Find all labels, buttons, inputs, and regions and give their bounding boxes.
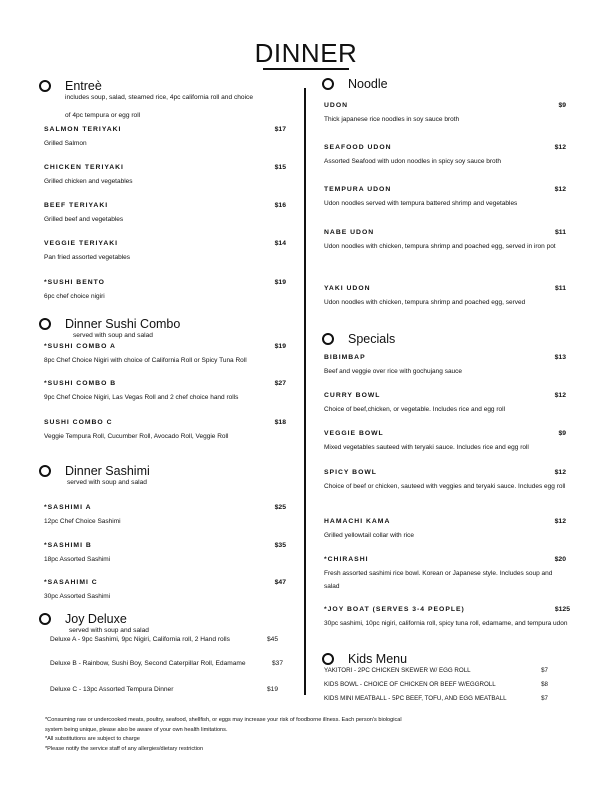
circle-bullet-icon <box>39 318 51 330</box>
item-price: $15 <box>274 164 286 171</box>
circle-bullet-icon <box>322 653 334 665</box>
item-description: 8pc Chef Choice Nigiri with choice of California Roll or Spicy Tuna Roll <box>44 357 247 364</box>
menu-item <box>324 186 566 210</box>
item-name: SUSHI COMBO C <box>44 419 113 426</box>
menu-item <box>44 380 286 404</box>
section-note: of 4pc tempura or egg roll <box>65 112 141 119</box>
section-note: includes soup, salad, steamed rice, 4pc california roll and choice <box>65 94 254 101</box>
disclaimer-line: *All substitutions are subject to charge <box>45 736 140 743</box>
page-title: DINNER <box>254 38 358 68</box>
section-title: Dinner Sashimi <box>65 464 150 478</box>
item-description: 6pc chef choice nigiri <box>44 293 105 300</box>
item-name: YAKITORI - 2PC CHICKEN SKEWER W/ EGG ROLL <box>324 667 471 674</box>
section-title: Kids Menu <box>348 652 408 666</box>
item-description: Grilled yellowtail collar with rice <box>324 532 414 539</box>
disclaimer-line: *Please notify the service staff of any allergies/dietary restriction <box>45 745 204 752</box>
item-name: *SASHIMI B <box>44 542 92 549</box>
menu-item <box>324 102 566 126</box>
item-name: HAMACHI KAMA <box>324 518 391 525</box>
circle-bullet-icon <box>322 333 334 345</box>
item-description: 9pc Chef Choice Nigiri, Las Vegas Roll and 2 chef choice hand rolls <box>44 394 239 401</box>
menu-item <box>324 430 566 454</box>
item-description: Mixed vegetables sauteed with teryaki sauce. Includes rice and egg roll <box>324 444 529 451</box>
item-price: $17 <box>274 126 286 133</box>
item-description: 30pc sashimi, 10pc nigiri, california roll, spicy tuna roll, edamame, and tempura udon <box>324 620 568 627</box>
menu-item <box>324 695 548 702</box>
menu-item <box>44 419 286 443</box>
item-name: SALMON TERIYAKI <box>44 126 122 133</box>
item-description: Fresh assorted sashimi rice bowl. Korean or Japanese style. Includes soup and salad <box>324 570 553 590</box>
item-name: YAKI UDON <box>324 285 371 292</box>
section-title: Joy Deluxe <box>65 612 127 626</box>
item-name: *SASAHIMI C <box>44 579 98 586</box>
item-description: 12pc Chef Choice Sashimi <box>44 518 121 525</box>
item-price: $20 <box>554 556 566 563</box>
item-price: $12 <box>554 392 566 399</box>
section-note: served with soup and salad <box>67 479 147 486</box>
circle-bullet-icon <box>39 80 51 92</box>
item-price: $11 <box>555 285 566 292</box>
menu-item <box>50 686 278 693</box>
menu-item <box>44 504 286 528</box>
section-note: served with soup and salad <box>73 332 153 339</box>
circle-bullet-icon <box>322 78 334 90</box>
item-price: $7 <box>541 667 548 674</box>
item-price: $19 <box>274 343 286 350</box>
section-sashimi <box>39 463 150 489</box>
section-title: Specials <box>348 332 396 346</box>
item-price: $9 <box>558 430 566 437</box>
menu-item <box>44 542 286 566</box>
circle-bullet-icon <box>39 465 51 477</box>
item-description: Pan fried assorted vegetables <box>44 254 130 261</box>
item-description: Choice of beef,chicken, or vegetable. Includes rice and egg roll <box>324 406 506 413</box>
item-description: Thick japanese rice noodles in soy sauce broth <box>324 116 460 123</box>
item-name: Deluxe C - 13pc Assorted Tempura Dinner <box>50 686 174 693</box>
section-title: Entreè <box>65 79 102 93</box>
item-price: $14 <box>274 240 286 247</box>
item-price: $37 <box>271 660 283 667</box>
menu-item <box>324 392 566 416</box>
item-name: *SUSHI BENTO <box>44 279 105 286</box>
item-price: $47 <box>274 579 286 586</box>
item-price: $35 <box>274 542 286 549</box>
section-joy-deluxe <box>39 611 149 637</box>
menu-item <box>324 144 566 168</box>
item-name: *SUSHI COMBO A <box>44 343 116 350</box>
item-name: TEMPURA UDON <box>324 186 392 193</box>
item-description: 18pc Assorted Sashimi <box>44 556 111 563</box>
item-price: $19 <box>266 686 278 693</box>
item-name: UDON <box>324 102 349 109</box>
menu-item <box>324 518 566 542</box>
menu-item <box>324 681 548 688</box>
menu-item <box>50 636 278 643</box>
item-name: VEGGIE TERIYAKI <box>44 240 119 247</box>
menu-item <box>324 556 566 593</box>
item-price: $7 <box>541 695 548 702</box>
menu-item <box>44 126 286 150</box>
section-title: Dinner Sushi Combo <box>65 317 181 331</box>
disclaimer-line: system being unique, please also be aware of your own health limitations. <box>45 726 228 733</box>
item-price: $12 <box>554 518 566 525</box>
item-name: CURRY BOWL <box>324 392 381 399</box>
item-name: NABE UDON <box>324 229 375 236</box>
item-name: VEGGIE BOWL <box>324 430 384 437</box>
title-underline <box>263 68 349 70</box>
item-description: Beef and veggie over rice with gochujang sauce <box>324 368 463 375</box>
item-price: $8 <box>541 681 548 688</box>
item-description: Udon noodles with chicken, tempura shrimp and poached egg, served <box>324 299 526 306</box>
item-description: Choice of beef or chicken, sauteed with veggies and teryaki sauce. Includes egg roll <box>324 483 566 490</box>
menu-item <box>44 202 286 226</box>
menu-item <box>44 579 286 603</box>
item-description: Udon noodles served with tempura battered shrimp and vegetables <box>324 200 518 207</box>
item-description: Grilled Salmon <box>44 140 87 147</box>
item-description: Assorted Seafood with udon noodles in spicy soy sauce broth <box>324 158 502 165</box>
item-price: $11 <box>555 229 566 236</box>
item-name: *JOY BOAT (SERVES 3-4 PEOPLE) <box>324 606 465 613</box>
item-description: Udon noodles with chicken, tempura shrimp and poached egg, served in iron pot <box>324 243 556 250</box>
menu-item <box>44 279 286 303</box>
item-price: $27 <box>274 380 286 387</box>
item-price: $18 <box>274 419 286 426</box>
item-price: $12 <box>554 144 566 151</box>
item-price: $12 <box>554 469 566 476</box>
item-name: *SASHIMI A <box>44 504 92 511</box>
menu-item <box>324 606 570 630</box>
item-description: Veggie Tempura Roll, Cucumber Roll, Avocado Roll, Veggie Roll <box>44 433 229 440</box>
menu-item <box>44 164 286 188</box>
item-name: *CHIRASHI <box>324 556 369 563</box>
disclaimer-line: *Consuming raw or undercooked meats, poultry, seafood, shellfish, or eggs may increase your risk of foodborne illness. Each person's biological <box>45 717 402 723</box>
item-description: Grilled beef and vegetables <box>44 216 124 223</box>
circle-bullet-icon <box>39 613 51 625</box>
item-price: $13 <box>554 354 566 361</box>
section-note: served with soup and salad <box>69 627 149 634</box>
menu-item <box>324 667 548 674</box>
item-price: $19 <box>274 279 286 286</box>
item-name: BEEF TERIYAKI <box>44 202 109 209</box>
item-name: Deluxe A - 9pc Sashimi, 9pc Nigiri, California roll, 2 Hand rolls <box>50 636 230 643</box>
section-kids-menu <box>322 651 407 667</box>
menu-item <box>324 229 566 253</box>
menu-item <box>324 285 566 309</box>
item-price: $125 <box>554 606 570 613</box>
item-price: $25 <box>274 504 286 511</box>
menu-item <box>50 660 283 667</box>
section-noodle <box>322 76 388 92</box>
menu-item <box>44 240 286 264</box>
item-price: $45 <box>266 636 278 643</box>
menu-item <box>324 354 566 378</box>
item-description: 30pc Assorted Sashimi <box>44 593 111 600</box>
section-entree <box>39 78 253 122</box>
footer-disclaimer <box>45 716 485 754</box>
item-name: *SUSHI COMBO B <box>44 380 117 387</box>
item-name: CHICKEN TERIYAKI <box>44 164 124 171</box>
item-price: $16 <box>274 202 286 209</box>
item-name: SEAFOOD UDON <box>324 144 392 151</box>
item-name: SPICY BOWL <box>324 469 377 476</box>
item-name: KIDS MINI MEATBALL - 5PC BEEF, TOFU, AND EGG MEATBALL <box>324 695 507 702</box>
column-divider <box>304 88 306 695</box>
menu-item <box>44 343 286 367</box>
item-name: Deluxe B - Rainbow, Sushi Boy, Second Caterpillar Roll, Edamame <box>50 660 246 667</box>
section-sushi-combo <box>39 316 180 342</box>
item-price: $12 <box>554 186 566 193</box>
section-title: Noodle <box>348 77 388 91</box>
item-price: $9 <box>558 102 566 109</box>
menu-item <box>324 469 566 493</box>
item-name: BIBIMBAP <box>324 354 366 361</box>
item-description: Grilled chicken and vegetables <box>44 178 133 185</box>
item-name: KIDS BOWL - CHOICE OF CHICKEN OR BEEF W/EGGROLL <box>324 681 496 688</box>
section-specials <box>322 331 395 347</box>
